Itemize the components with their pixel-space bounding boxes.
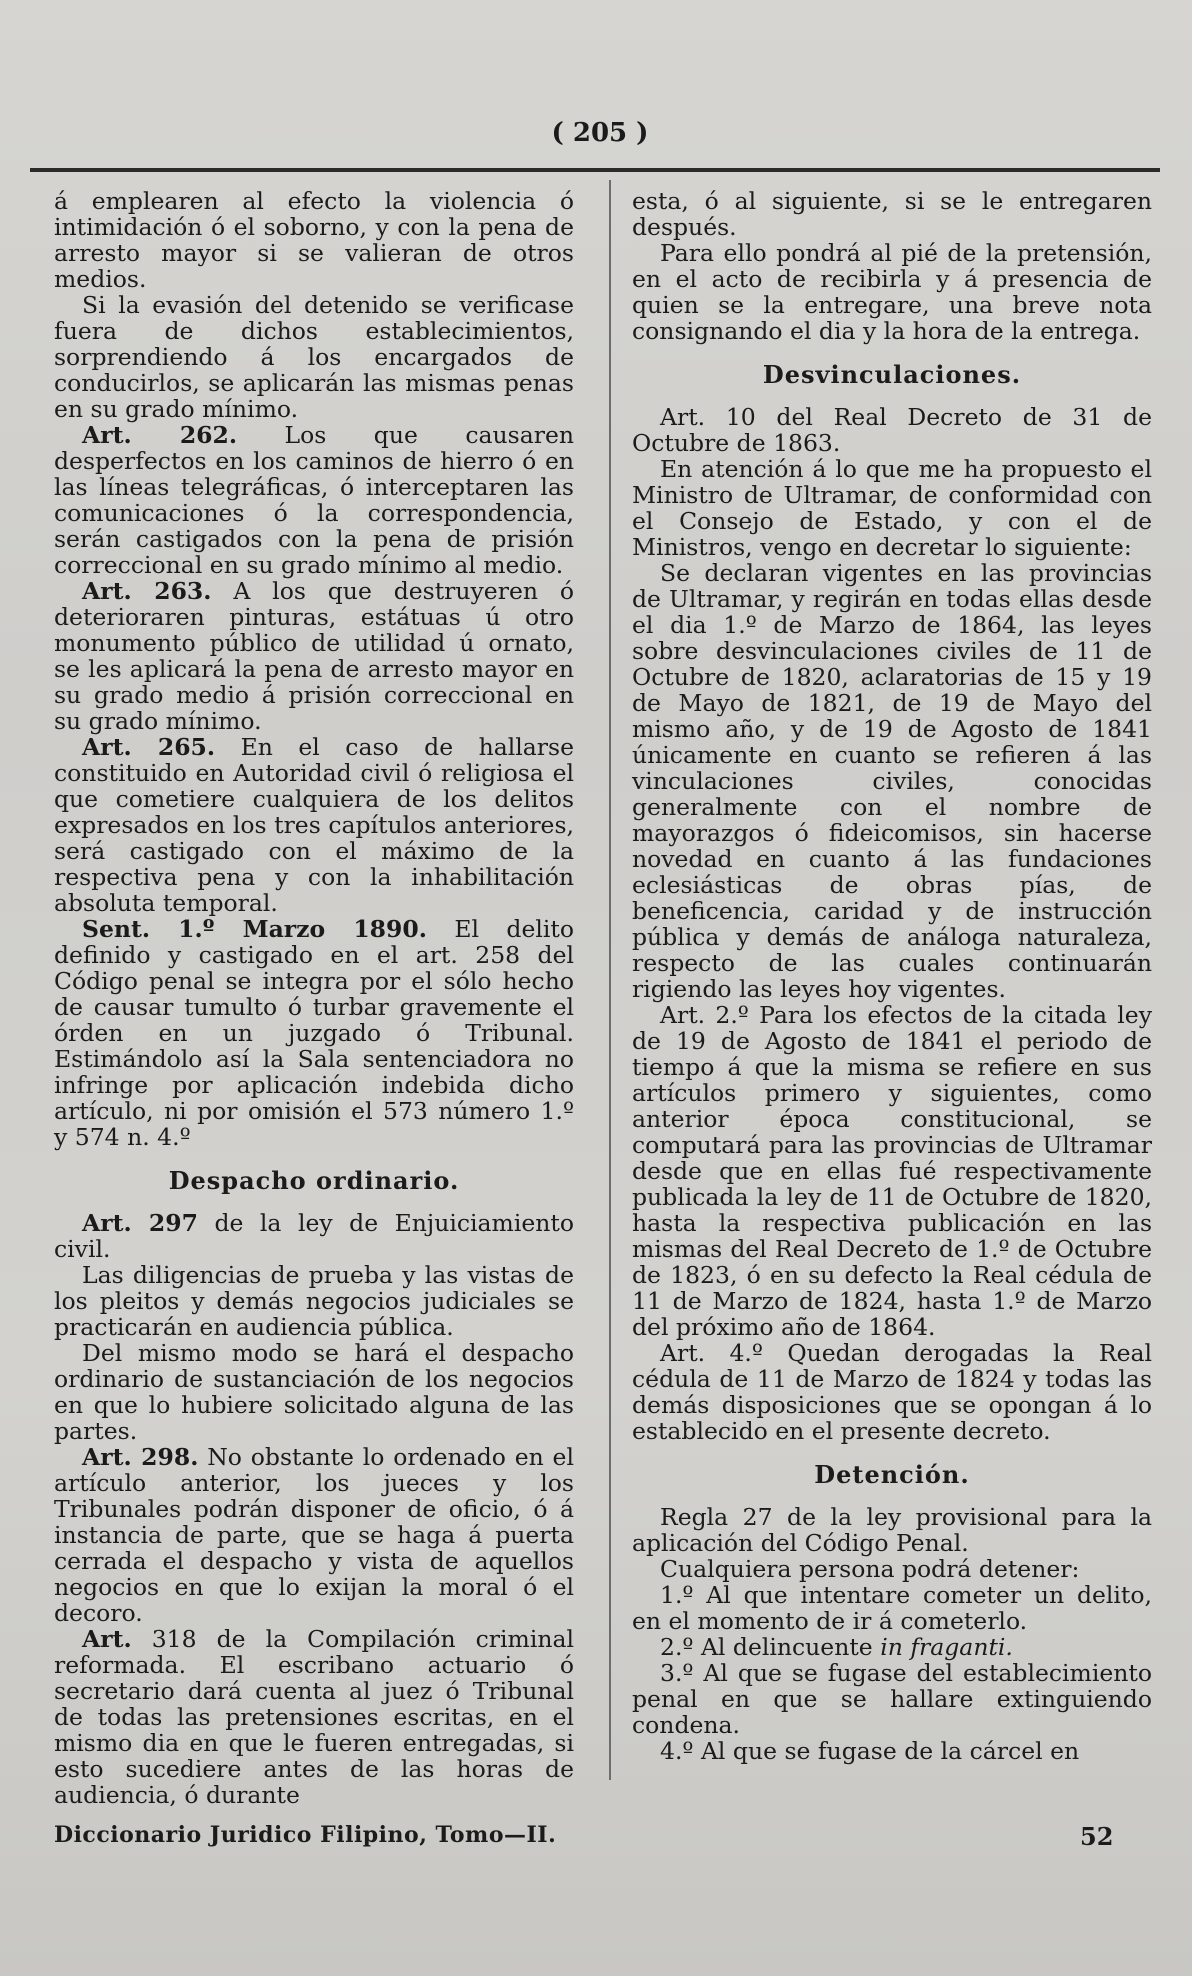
right-column xyxy=(632,188,1152,1764)
article-label: Art. 297 xyxy=(82,1209,198,1237)
sheet-number: 52 xyxy=(1080,1822,1114,1851)
paragraph xyxy=(632,188,1152,240)
paragraph-text: Del mismo modo se hará el despacho ordinario de sustanciación de los negocios en que lo hubiere solicitado alguna de las partes. xyxy=(54,1339,574,1445)
left-column xyxy=(54,188,574,1808)
paragraph xyxy=(54,916,574,1150)
book-title-footer: Diccionario Juridico Filipino, Tomo—II. xyxy=(54,1822,557,1848)
paragraph-text: Los que causaren desperfectos en los caminos de hierro ó en las líneas telegráficas, ó interceptaren las comunicaciones ó la correspondencia, serán castigados con la pena de prisión correccional en su grado mínimo al medio. xyxy=(54,421,574,579)
paragraph-text: A los que destruyeren ó deterioraren pinturas, estátuas ú otro monumento público de utilidad ú ornato, se les aplicará la pena de arresto mayor en su grado medio á prisión correccional en su grado mínimo. xyxy=(54,577,574,735)
paragraph xyxy=(54,1262,574,1340)
paragraph-text: esta, ó al siguiente, si se le entregaren después. xyxy=(632,187,1152,241)
paragraph xyxy=(632,1738,1152,1764)
paragraph-text: 3.º Al que se fugase del establecimiento penal en que se hallare extinguiendo condena. xyxy=(632,1659,1152,1739)
paragraph-text: En atención á lo que me ha propuesto el Ministro de Ultramar, de conformidad con el Consejo de Estado, y con el de Ministros, vengo en decretar lo siguiente: xyxy=(632,455,1152,561)
paragraph xyxy=(632,456,1152,560)
paragraph xyxy=(54,292,574,422)
article-label: Art. 263. xyxy=(82,577,212,605)
paragraph-text: Art. 10 del Real Decreto de 31 de Octubre de 1863. xyxy=(632,403,1152,457)
article-label: Sent. 1.º Marzo 1890. xyxy=(82,915,427,943)
article-label: Art. xyxy=(82,1625,132,1653)
paragraph-text: Quedan derogadas la Real cédula de 11 de Marzo de 1824 y todas las demás disposiciones que se opongan á lo establecido en el presente decreto. xyxy=(632,1339,1153,1445)
section-title-desvinculaciones: Desvinculaciones. xyxy=(762,360,1022,389)
page-number: ( 205 ) xyxy=(551,118,649,148)
column-divider xyxy=(609,180,611,1780)
paragraph xyxy=(632,1582,1152,1634)
paragraph xyxy=(632,1504,1152,1556)
article-label: Art. 4.º xyxy=(660,1339,763,1367)
paragraph-text: 1.º Al que intentare cometer un delito, en el momento de ir á cometerlo. xyxy=(632,1581,1152,1635)
paragraph-text: 4.º Al que se fugase de la cárcel en xyxy=(660,1737,1080,1765)
paragraph xyxy=(632,240,1152,344)
paragraph xyxy=(54,188,574,292)
section-title-despacho: Despacho ordinario. xyxy=(168,1166,460,1195)
paragraph xyxy=(54,734,574,916)
paragraph-text: de la ley de Enjuiciamiento civil. xyxy=(54,1209,574,1263)
header-rule xyxy=(30,168,1160,172)
paragraph xyxy=(54,1340,574,1444)
paragraph xyxy=(632,1660,1152,1738)
paragraph xyxy=(54,422,574,578)
paragraph-text: Regla 27 de la ley provisional para la aplicación del Código Penal. xyxy=(632,1503,1152,1557)
section-title-detencion: Detención. xyxy=(814,1460,970,1489)
paragraph-text: En el caso de hallarse constituido en Autoridad civil ó religiosa el que cometiere cualquiera de los delitos expresados en los tres capítulos anteriores, será castigado con el máximo de la respectiva pena y con la inhabilitación absoluta temporal. xyxy=(54,733,574,917)
paragraph xyxy=(632,1340,1152,1444)
paragraph-text: 2.º Al delincuente xyxy=(660,1633,873,1661)
paragraph-text: Para ello pondrá al pié de la pretensión, en el acto de recibirla y á presencia de quien se la entregare, una breve nota consignando el dia y la hora de la entrega. xyxy=(632,239,1152,345)
paragraph xyxy=(632,404,1152,456)
paragraph-text: El delito definido y castigado en el art. 258 del Código penal se integra por el sólo hecho de causar tumulto ó turbar gravemente el órden en un juzgado ó Tribunal. Estimándolo así la Sala sentenciadora no infringe por aplicación indebida dicho artículo, ni por omisión el 573 número 1.º y 574 n. 4.º xyxy=(54,915,574,1151)
paragraph-text: Se declaran vigentes en las provincias de Ultramar, y regirán en todas ellas desde el dia 1.º de Marzo de 1864, las leyes sobre desvinculaciones civiles de 11 de Octubre de 1820, aclaratorias de 15 y 19 de Mayo de 1821, de 19 de Mayo del mismo año, y de 19 de Agosto de 1841 únicamente en cuanto se refieren á las vinculaciones civiles, conocidas generalmente con el nombre de mayorazgos ó fideicomisos, sin hacerse novedad en cuanto á las fundaciones eclesiásticas de obras pías, de beneficencia, caridad y de instrucción pública y demás de análoga naturaleza, respecto de las cuales continuarán rigiendo las leyes hoy vigentes. xyxy=(632,559,1152,1003)
article-label: Art. 262. xyxy=(82,421,238,449)
paragraph xyxy=(632,1634,1152,1660)
paragraph-text: Las diligencias de prueba y las vistas de los pleitos y demás negocios judiciales se practicarán en audiencia pública. xyxy=(54,1261,574,1341)
paragraph xyxy=(632,1002,1152,1340)
paragraph xyxy=(632,1556,1152,1582)
paragraph-text: á emplearen al efecto la violencia ó intimidación ó el soborno, y con la pena de arresto mayor si se valieran de otros medios. xyxy=(54,187,574,293)
paragraph-text: No obstante lo ordenado en el artículo anterior, los jueces y los Tribunales podrán disponer de oficio, ó á instancia de parte, que se haga á puerta cerrada el despacho y vista de aquellos negocios en que lo exijan la moral ó el decoro. xyxy=(54,1443,574,1627)
italic-text: in fraganti. xyxy=(880,1633,1013,1661)
paragraph xyxy=(632,560,1152,1002)
paragraph xyxy=(54,578,574,734)
paragraph-text: Si la evasión del detenido se verificase fuera de dichos establecimientos, sorprendiendo á los encargados de conducirlos, se aplicarán las mismas penas en su grado mínimo. xyxy=(54,291,574,423)
paragraph-text: 318 de la Compilación criminal reformada. El escribano actuario ó secretario dará cuenta al juez ó Tribunal de todas las pretensiones escritas, en el mismo dia en que le fueren entregadas, si esto sucediere antes de las horas de audiencia, ó durante xyxy=(54,1625,574,1809)
paragraph-text: Para los efectos de la citada ley de 19 de Agosto de 1841 el periodo de tiempo á que la misma se refiere en sus artículos primero y siguientes, como anterior época constitucional, se computará para las provincias de Ultramar desde que en ellas fué respectivamente publicada la ley de 11 de Octubre de 1820, hasta la respectiva publicación en las mismas del Real Decreto de 1.º de Octubre de 1823, ó en su defecto la Real cédula de 11 de Marzo de 1824, hasta 1.º de Marzo del próximo año de 1864. xyxy=(632,1001,1152,1341)
paragraph xyxy=(54,1626,574,1808)
article-label: Art. 298. xyxy=(82,1443,199,1471)
article-label: Art. 2.º xyxy=(660,1001,749,1029)
paragraph-text: Cualquiera persona podrá detener: xyxy=(660,1555,1080,1583)
paragraph xyxy=(54,1444,574,1626)
article-label: Art. 265. xyxy=(82,733,216,761)
paragraph xyxy=(54,1210,574,1262)
